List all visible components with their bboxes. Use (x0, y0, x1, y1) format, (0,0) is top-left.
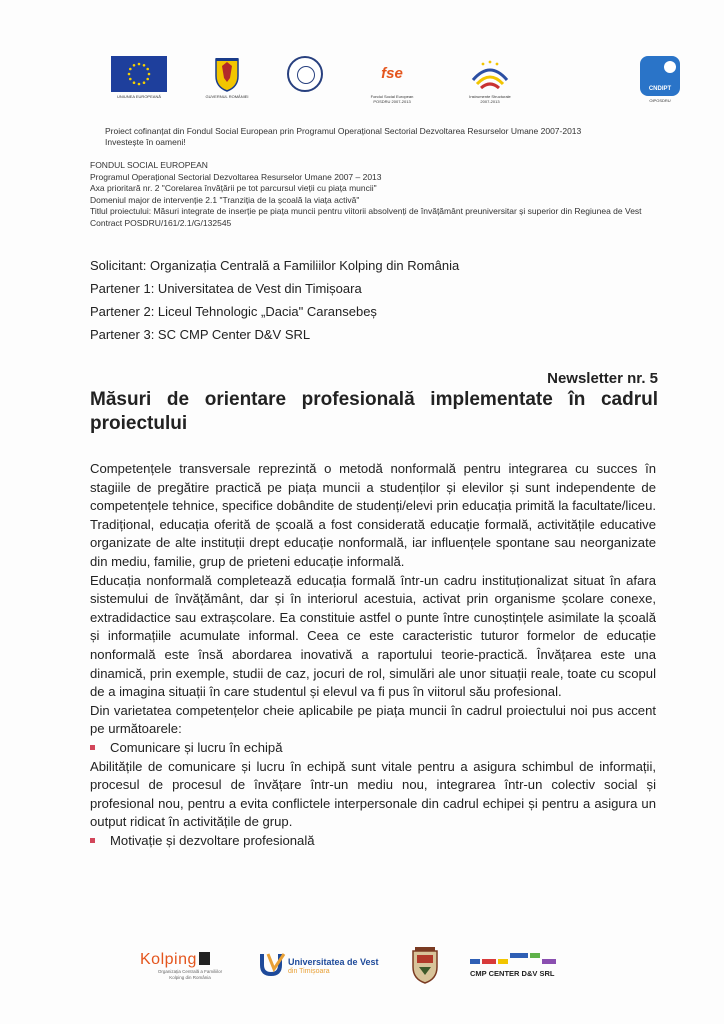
paragraph: Abilitățile de comunicare și lucru în echipă sunt vitale pentru a asigura schimbul de informații, procesul de procesul de învățare într-un mediu nou, integrarea într-un colectiv social și profesional nou, pentru a evita conflictele interpersonale din cadrul echipei și pentru a asigura un output ridicat în activitățile de grup. (90, 758, 656, 830)
header-line: Domeniul major de intervenție 2.1 "Tranziția de la școală la viața activă" (90, 194, 360, 205)
structural-instruments-logo (450, 56, 530, 104)
cmp-label: CMP CENTER D&V SRL (470, 969, 555, 978)
dacia-school-crest-icon (410, 945, 440, 985)
list-item-text: Comunicare și lucru în echipă (110, 739, 283, 755)
kolping-subtitle-1: Organizația Centrală a Familiilor (157, 969, 223, 974)
paragraph: Competențele transversale reprezintă o metodă nonformală pentru integrarea cu succes în stagiile de pregătire practică pe piața muncii a studenților și elevilor și sunt independente de competențele tehnice, specifice dobândite de studenți/elevi prin educația primită la facultate/liceu. Tradițional, educația oferită de școală a fost considerată educație formală, activitățile educative organizate de alte instituții drept educație nonformală, iar influențele spontane sau neorganizate din mediu, familie, grup de prieteni educație informală. (90, 461, 656, 569)
list-item-text: Motivație și dezvoltare profesională (110, 832, 315, 848)
cmp-center-logo (470, 951, 570, 978)
fse-caption-1: Fondul Social European (370, 94, 414, 99)
cmp-bars-icon (470, 951, 570, 965)
structural-instruments-icon (467, 56, 513, 92)
romanian-crest-icon (214, 56, 240, 92)
fse-mark: fse (381, 65, 403, 82)
eu-logo (111, 56, 167, 99)
eu-caption: UNIUNEA EUROPEANĂ (116, 94, 161, 99)
uvt-subtitle: din Timișoara (288, 968, 330, 975)
inst-caption-2: 2007-2013 (480, 99, 500, 104)
header-line: Titlul proiectului: Măsuri integrate de inserție pe piața muncii pentru viitorii absolvenți de învățământ preuniversitar și superior din Regiunea de Vest (90, 206, 642, 216)
partner-item: Solicitant: Organizația Centrală a Familiilor Kolping din România (90, 258, 460, 273)
government-logo (197, 56, 257, 99)
ministry-seal-icon (287, 56, 323, 92)
paragraph: Din varietatea competențelor cheie aplicabile pe piața muncii în cadrul proiectului noi pus accent pe următoarele: (90, 702, 656, 737)
kolping-subtitle-2: Kolping din România (169, 974, 211, 980)
uvt-emblem-icon (260, 951, 286, 977)
uvt-title: Universitatea de Vest (288, 957, 379, 967)
partners-list (90, 254, 690, 346)
sponsor-logos-top (105, 56, 685, 112)
newsletter-number: Newsletter nr. 5 (547, 370, 658, 387)
oiposdru-caption: OIPOSDRU (649, 98, 671, 103)
kolping-logo (140, 951, 240, 980)
header-line: Programul Operațional Sectorial Dezvoltarea Resurselor Umane 2007 – 2013 (90, 171, 382, 182)
header-line: Contract POSDRU/161/2.1/G/132545 (90, 217, 232, 228)
cndipt-label: CNDIPT (648, 86, 672, 92)
list-item (90, 832, 656, 851)
ministry-seal-logo (285, 56, 325, 92)
list-item (90, 739, 656, 758)
kolping-k-icon (199, 952, 210, 965)
fse-caption-2: POSDRU 2007-2013 (373, 99, 411, 104)
eu-flag-icon (111, 56, 167, 92)
cndipt-logo (635, 56, 685, 103)
bullet-icon (90, 838, 95, 843)
government-caption: GUVERNUL ROMÂNIEI (205, 94, 249, 99)
cofinance-text: Proiect cofinanțat din Fondul Social European prin Programul Operațional Sectorial Dezvoltarea Resurselor Umane 2007-2013 (105, 126, 582, 136)
cofinance-notice (105, 126, 665, 148)
article-body (90, 460, 656, 850)
kolping-wordmark: Kolping (140, 951, 197, 968)
uvt-logo (260, 951, 390, 981)
partner-item: Partener 2: Liceul Tehnologic „Dacia" Caransebeș (90, 304, 377, 319)
paragraph: Educația nonformală completează educația formală într-un cadru instituționalizat situat în afara sistemului de învățământ, dar și în interiorul acestuia, activat prin organisme școlare conexe, extradidactice sau extrașcolare. Ea constituie astfel o punte între cunoștințele asimilate la școală și informațiile acumulate informal. Ceea ce este caracteristic tuturor formelor de educație nonformală este însă abordarea inovativă a raportului teorie-practică. Învățarea este una dinamică, prin exemple, studii de caz, jocuri de rol, simulări ale unor situații reale, toate cu scopul de a imagina situații în care studentul și elevul va fi pus în viitorul său profesional. (90, 572, 656, 700)
header-line: Axa prioritară nr. 2 "Corelarea învățării pe tot parcursul vieții cu piața muncii" (90, 183, 377, 193)
cndipt-icon (640, 56, 680, 96)
partner-item: Partener 3: SC CMP Center D&V SRL (90, 327, 311, 342)
inst-caption-1: Instrumente Structurale (469, 94, 511, 99)
page-title: Măsuri de orientare profesională implementate în cadrul proiectului (90, 389, 658, 434)
cofinance-motto: Investește în oameni! (105, 137, 186, 147)
project-header (90, 160, 690, 229)
header-line: FONDUL SOCIAL EUROPEAN (90, 160, 208, 170)
fse-logo (357, 56, 427, 104)
bullet-icon (90, 745, 95, 750)
partner-logos-bottom (140, 945, 580, 995)
partner-item: Partener 1: Universitatea de Vest din Timișoara (90, 281, 362, 296)
